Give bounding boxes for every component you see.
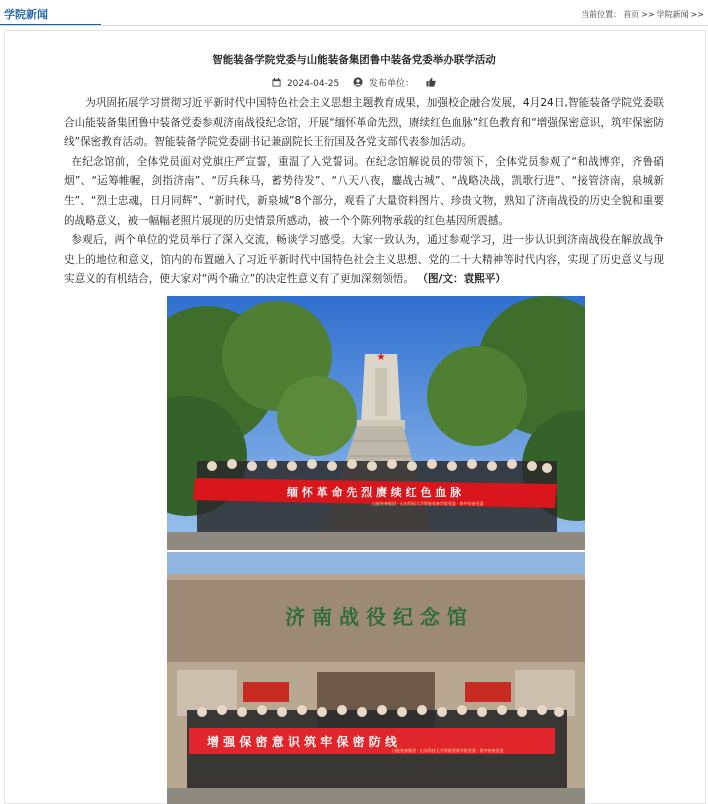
tab-college-news[interactable]: 学院新闻 xyxy=(4,8,48,21)
breadcrumb xyxy=(581,9,706,20)
banner-text-2: 增 强 保 密 意 识 筑 牢 保 密 防 线 xyxy=(207,735,397,749)
breadcrumb-home-link[interactable]: 首页 xyxy=(623,10,640,19)
byline: （图/文：袁熙平） xyxy=(417,273,506,286)
svg-text:★: ★ xyxy=(376,352,386,363)
banner-text-1: 缅 怀 革 命 先 烈 赓 续 红 色 血 脉 xyxy=(287,486,462,499)
photo-monument-group xyxy=(167,296,585,550)
banner-small-1: 山能装备集团 · 山东科技大学智能装备学院党委 · 鲁中装备党委 xyxy=(372,501,484,506)
article-title: 智能装备学院党委与山能装备集团鲁中装备党委举办联学活动 xyxy=(212,54,496,66)
breadcrumb-label: 当前位置： xyxy=(581,10,622,19)
publisher-label: 发布单位： xyxy=(369,79,415,89)
top-bar xyxy=(0,0,708,27)
thumbs-up-icon[interactable] xyxy=(426,77,436,90)
publish-date: 2024-04-25 xyxy=(286,79,340,89)
photo-memorial-hall-group xyxy=(167,552,585,804)
calendar-icon xyxy=(272,78,281,90)
paragraph-3-text: 参观后，两个单位的党员举行了深入交流，畅谈学习感受。大家一致认为，通过参观学习，进一步认识到济南战役在解放战争史上的地位和意义，馆内的布置融入了习近平新时代中国特色社会主义思想、党的二十大精神等时代内容，实现了历史意义与现实意义的有机结合，使大家对“两个确立”的决定性意义有了更加深刻领悟。 xyxy=(64,234,664,286)
paragraph-2: 在纪念馆前，全体党员面对党旗庄严宣誓，重温了入党誓词。在纪念馆解说员的带领下，全体党员参观了“和战博弈，齐鲁硝烟”、“运筹帷幄，剑指济南”、“厉兵秣马，蓄势待发”、“八天八夜，鏖战古城”、“战略决战，凯歌行进”、“接管济南，泉城新生”、“烈士忠魂，日月同辉”、“新时代，新泉城”8个部分，观看了大量资料图片、珍贵文物，熟知了济南战役的历史全貌和重要的战略意义，被一幅幅老照片展现的历史情景所感动，被一个个陈列物承载的红色基因所震撼。 xyxy=(64,155,664,227)
article-meta xyxy=(0,76,708,90)
breadcrumb-separator-tail: >> xyxy=(690,10,704,19)
hall-name-text: 济 南 战 役 纪 念 馆 xyxy=(285,605,467,629)
header-divider xyxy=(0,25,708,26)
banner-small-2: 山能装备集团 · 山东科技大学智能装备学院党委 · 鲁中装备党委 xyxy=(392,748,504,753)
article-body xyxy=(64,94,664,290)
paragraph-3 xyxy=(64,231,664,290)
breadcrumb-section-link[interactable]: 学院新闻 xyxy=(656,10,689,19)
breadcrumb-separator: >> xyxy=(641,10,655,19)
paragraph-1: 为巩固拓展学习贯彻习近平新时代中国特色社会主义思想主题教育成果，加强校企融合发展，4月24日,智能装备学院党委联合山能装备集团鲁中装备党委参观济南战役纪念馆，开展“缅怀革命先烈，赓续红色血脉”红色教育和“增强保密意识，筑牢保密防线”保密教育活动。智能装备学院党委副书记兼副院长王衍国及各党支部代表参加活动。 xyxy=(64,97,664,149)
user-icon xyxy=(353,77,363,90)
photo-hall-illustration xyxy=(167,552,585,804)
photo-monument-illustration xyxy=(167,296,585,550)
